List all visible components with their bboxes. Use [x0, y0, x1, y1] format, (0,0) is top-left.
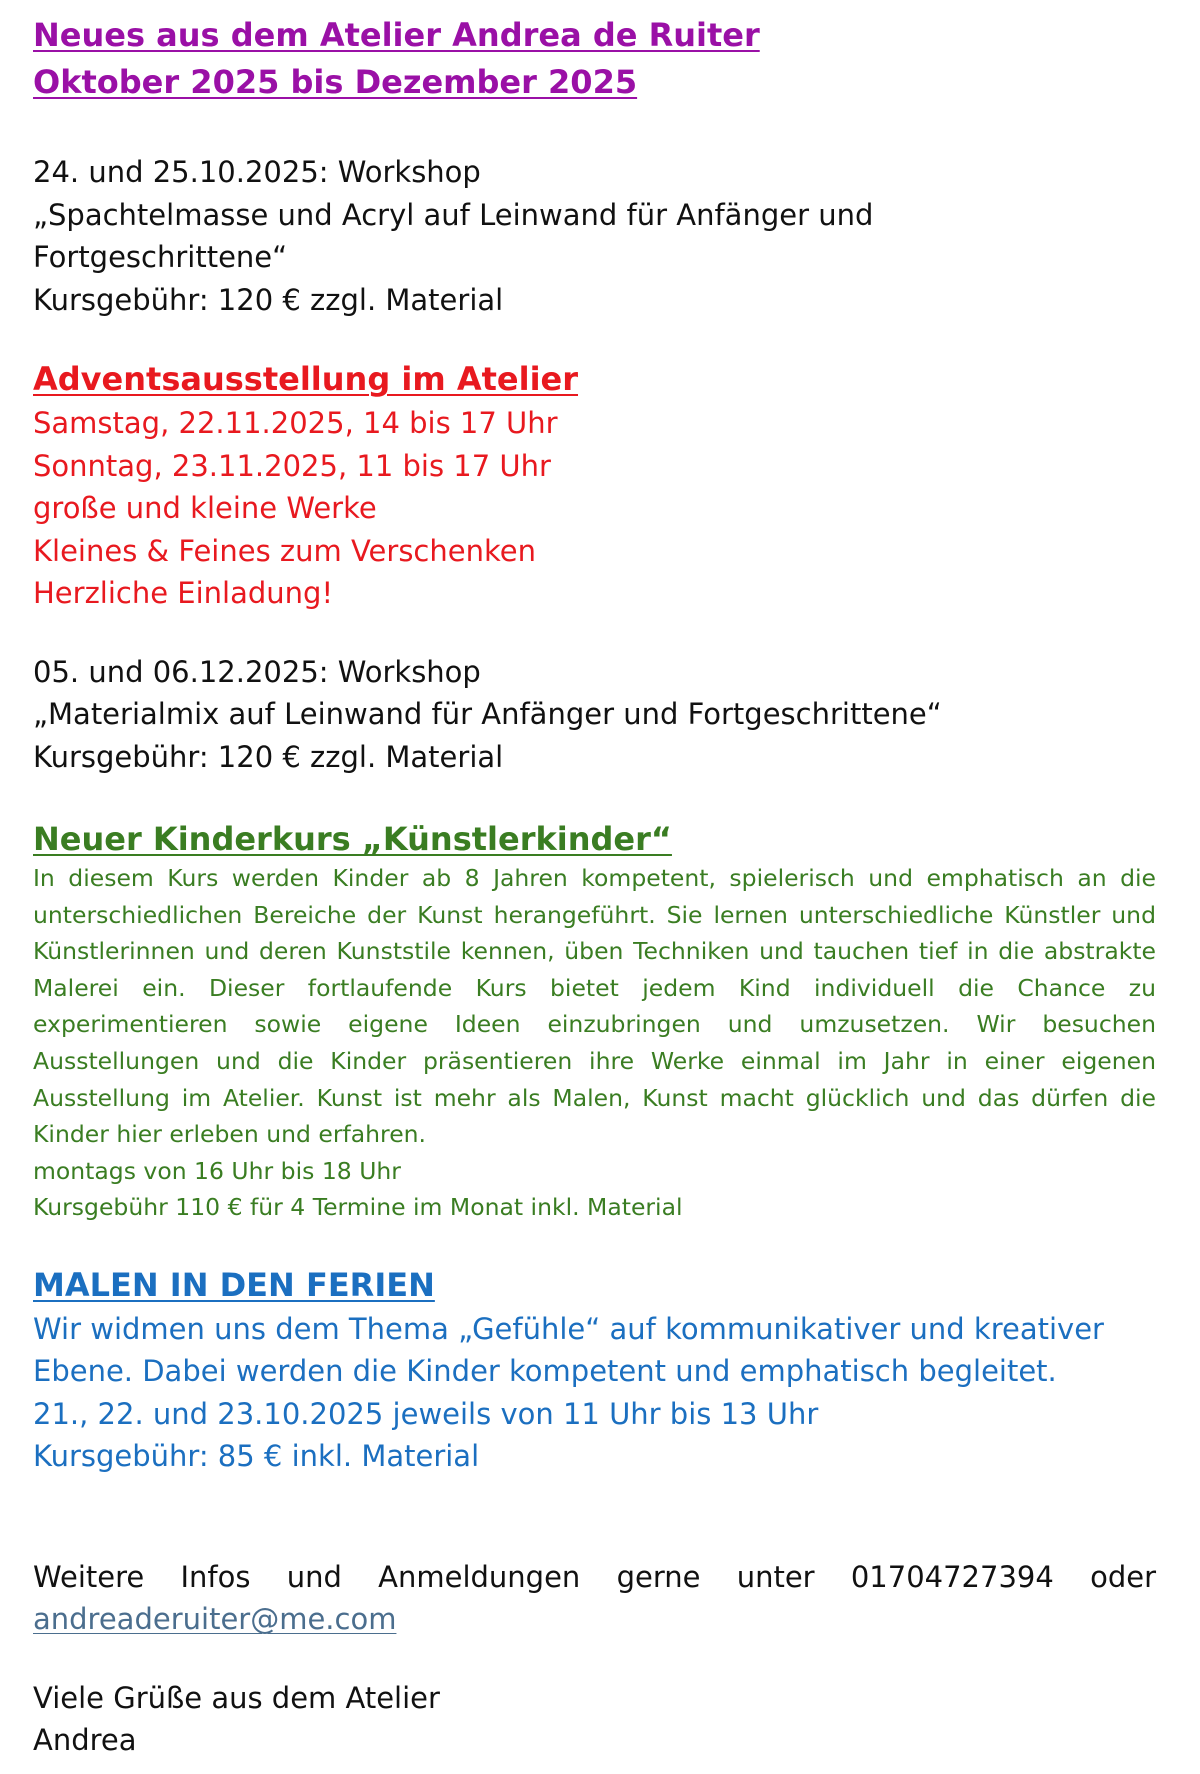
header-period: Oktober 2025 bis Dezember 2025 — [33, 63, 638, 101]
ferien-section — [33, 1262, 1156, 1478]
advent-gifts: Kleines & Feines zum Verschenken — [33, 533, 536, 568]
workshop-december — [33, 651, 1156, 779]
ferien-description-line1: Wir widmen uns dem Thema „Gefühle“ auf kommunikativer und kreativer — [33, 1311, 1104, 1346]
advent-sunday: Sonntag, 23.11.2025, 11 bis 17 Uhr — [33, 448, 551, 483]
contact-section — [33, 1556, 1156, 1641]
advent-invitation: Herzliche Einladung! — [33, 576, 334, 610]
ferien-dates: 21., 22. und 23.10.2025 jeweils von 11 Uhr bis 13 Uhr — [33, 1396, 819, 1431]
workshop-december-title: „Materialmix auf Leinwand für Anfänger und Fortgeschrittene“ — [33, 697, 942, 731]
ferien-description-line2: Ebene. Dabei werden die Kinder kompetent und emphatisch begleitet. — [33, 1354, 1057, 1389]
ferien-heading: MALEN IN DEN FERIEN — [33, 1265, 435, 1304]
closing-greeting: Viele Grüße aus dem Atelier — [33, 1680, 440, 1715]
advent-heading: Adventsausstellung im Atelier — [33, 360, 579, 398]
workshop-october-title-line1: „Spachtelmasse und Acryl auf Leinwand für Anfänger und — [33, 197, 874, 232]
ferien-fee: Kursgebühr: 85 € inkl. Material — [33, 1439, 480, 1474]
kinderkurs-schedule: montags von 16 Uhr bis 18 Uhr — [33, 1156, 401, 1185]
workshop-october-date: 24. und 25.10.2025: Workshop — [33, 155, 481, 189]
kinderkurs-heading: Neuer Kinderkurs „Künstlerkinder“ — [33, 820, 672, 858]
kinderkurs-fee: Kursgebühr 110 € für 4 Termine im Monat inkl. Material — [33, 1193, 683, 1222]
closing-section — [33, 1677, 1156, 1762]
contact-text: Weitere Infos und Anmeldungen gerne unter 01704727394 oder — [33, 1559, 1156, 1594]
workshop-october — [33, 151, 1156, 321]
workshop-october-title-line2: Fortgeschrittene“ — [33, 240, 288, 274]
contact-email-line — [33, 1598, 1156, 1641]
workshop-december-date: 05. und 06.12.2025: Workshop — [33, 654, 481, 689]
advent-saturday: Samstag, 22.11.2025, 14 bis 17 Uhr — [33, 406, 558, 440]
kinderkurs-description: In diesem Kurs werden Kinder ab 8 Jahren kompetent, spielerisch und emphatisch an die unterschiedlichen Bereiche der Kunst herangeführt. Sie lernen unterschiedliche Künstler und Künstlerinnen und deren Kunststile kennen, üben Techniken und tauchen tief in die abstrakte Malerei ein. Dieser fortlaufende Kurs bietet jedem Kind individuell die Chance zu experimentieren sowie eigene Ideen einzubringen und umzusetzen. Wir besuchen Ausstellungen und die Kinder präsentieren ihre Werke einmal im Jahr in einer eigenen Ausstellung im Atelier. Kunst ist mehr als Malen, Kunst macht glücklich und das dürfen die Kinder hier erleben und erfahren. — [33, 864, 1156, 1149]
closing-name: Andrea — [33, 1723, 137, 1758]
newsletter-header — [33, 12, 1156, 106]
advent-works: große und kleine Werke — [33, 491, 377, 525]
email-link[interactable]: andreaderuiter@me.com — [33, 1602, 397, 1637]
advent-exhibition — [33, 356, 1156, 615]
workshop-october-fee: Kursgebühr: 120 € zzgl. Material — [33, 282, 504, 317]
header-title: Neues aus dem Atelier Andrea de Ruiter — [33, 16, 760, 54]
kinderkurs-section — [33, 818, 1156, 1226]
workshop-december-fee: Kursgebühr: 120 € zzgl. Material — [33, 739, 504, 774]
